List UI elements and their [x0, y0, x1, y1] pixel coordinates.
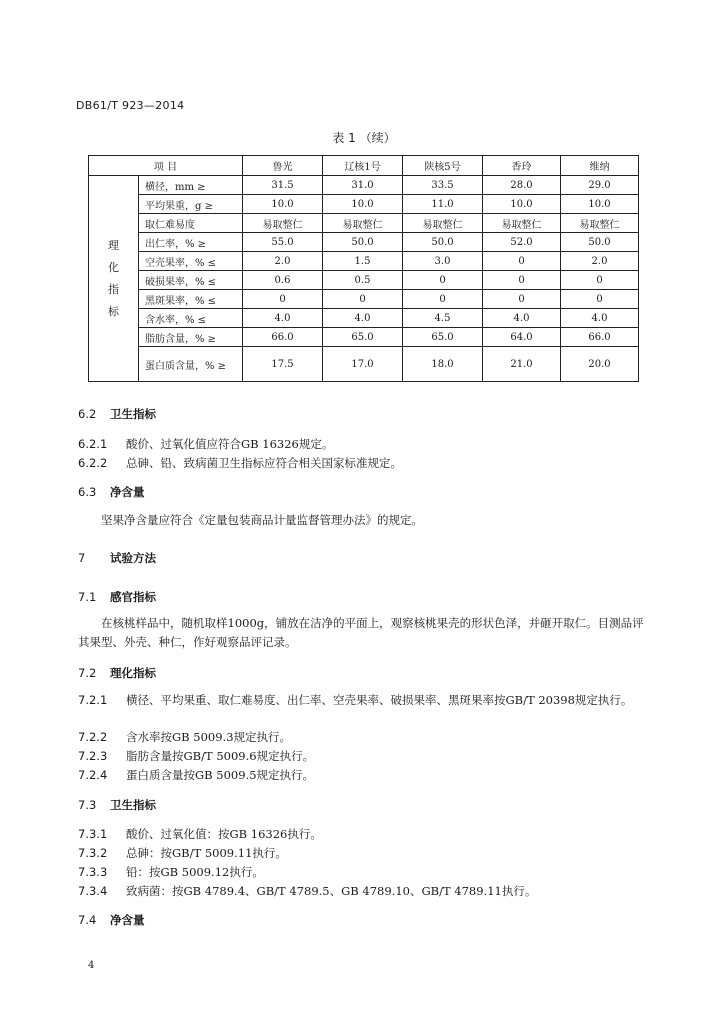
column-header: 香玲	[483, 156, 561, 176]
value-cell: 易取整仁	[561, 214, 639, 233]
item-cell: 空壳果率，% ≤	[139, 252, 243, 271]
clause-7-3-2: 7.3.2 总砷：按GB/T 5009.11执行。	[78, 846, 287, 860]
clause-7-3-3: 7.3.3 铅：按GB 5009.12执行。	[78, 865, 264, 879]
value-cell: 3.0	[403, 252, 483, 271]
value-cell: 21.0	[483, 347, 561, 382]
table-row	[89, 347, 639, 382]
document-id: DB61/T 923—2014	[76, 99, 185, 112]
clause-7-2-3: 7.2.3 脂肪含量按GB/T 5009.6规定执行。	[78, 749, 315, 763]
item-cell: 蛋白质含量，% ≥	[139, 347, 243, 382]
value-cell: 易取整仁	[243, 214, 323, 233]
value-cell: 2.0	[243, 252, 323, 271]
column-header: 陕核5号	[403, 156, 483, 176]
section-7-2: 7.2 理化指标	[78, 666, 156, 680]
value-cell: 0.5	[323, 271, 403, 290]
table-row	[89, 271, 639, 290]
value-cell: 33.5	[403, 176, 483, 195]
value-cell: 0	[403, 290, 483, 309]
value-cell: 2.0	[561, 252, 639, 271]
group-label-char: 指	[108, 282, 119, 296]
clause-7-2-4: 7.2.4 蛋白质含量按GB 5009.5规定执行。	[78, 768, 315, 782]
clause-6-2-2: 6.2.2 总砷、铅、致病菌卫生指标应符合相关国家标准规定。	[78, 456, 402, 470]
value-cell: 4.0	[323, 309, 403, 328]
clause-7-3-1: 7.3.1 酸价、过氧化值：按GB 16326执行。	[78, 827, 322, 841]
value-cell: 10.0	[323, 195, 403, 214]
table-header-row	[89, 156, 639, 176]
value-cell: 1.5	[323, 252, 403, 271]
value-cell: 0	[561, 271, 639, 290]
value-cell: 65.0	[403, 328, 483, 347]
value-cell: 0.6	[243, 271, 323, 290]
item-cell: 含水率，% ≤	[139, 309, 243, 328]
clause-7-2-1: 7.2.1 横径、平均果重、取仁难易度、出仁率、空壳果率、破损果率、黑斑果率按GB/T 20398规定执行。	[78, 693, 633, 707]
section-7-4: 7.4 净含量	[78, 913, 145, 927]
value-cell: 50.0	[561, 233, 639, 252]
value-cell: 易取整仁	[403, 214, 483, 233]
page-number: 4	[88, 960, 95, 971]
value-cell: 10.0	[561, 195, 639, 214]
value-cell: 31.0	[323, 176, 403, 195]
clause-6-2-1: 6.2.1 酸价、过氧化值应符合GB 16326规定。	[78, 437, 334, 451]
value-cell: 66.0	[561, 328, 639, 347]
group-label-cell	[89, 176, 139, 382]
value-cell: 11.0	[403, 195, 483, 214]
value-cell: 10.0	[483, 195, 561, 214]
value-cell: 0	[483, 271, 561, 290]
section-7: 7 试验方法	[78, 551, 156, 565]
value-cell: 50.0	[403, 233, 483, 252]
value-cell: 0	[483, 290, 561, 309]
section-7-3: 7.3 卫生指标	[78, 798, 156, 812]
item-cell: 横径，mm ≥	[139, 176, 243, 195]
group-label-char: 化	[108, 260, 119, 274]
section-7-1: 7.1 感官指标	[78, 590, 156, 604]
group-label-char: 理	[108, 238, 119, 252]
value-cell: 4.0	[483, 309, 561, 328]
value-cell: 28.0	[483, 176, 561, 195]
table-row	[89, 233, 639, 252]
spec-table	[88, 155, 639, 382]
item-cell: 黑斑果率，% ≤	[139, 290, 243, 309]
value-cell: 17.5	[243, 347, 323, 382]
value-cell: 4.5	[403, 309, 483, 328]
value-cell: 易取整仁	[483, 214, 561, 233]
table-row	[89, 290, 639, 309]
value-cell: 0	[323, 290, 403, 309]
item-cell: 取仁难易度	[139, 214, 243, 233]
value-cell: 20.0	[561, 347, 639, 382]
table-caption: 表 1 （续）	[332, 131, 396, 145]
group-label-char: 标	[108, 304, 119, 318]
value-cell: 50.0	[323, 233, 403, 252]
item-cell: 脂肪含量，% ≥	[139, 328, 243, 347]
value-cell: 65.0	[323, 328, 403, 347]
value-cell: 10.0	[243, 195, 323, 214]
value-cell: 0	[483, 252, 561, 271]
value-cell: 0	[403, 271, 483, 290]
table-row	[89, 309, 639, 328]
value-cell: 29.0	[561, 176, 639, 195]
table-row	[89, 195, 639, 214]
value-cell: 31.5	[243, 176, 323, 195]
value-cell: 17.0	[323, 347, 403, 382]
clause-7-3-4: 7.3.4 致病菌：按GB 4789.4、GB/T 4789.5、GB 4789.10、GB/T 4789.11执行。	[78, 884, 537, 898]
table-row	[89, 252, 639, 271]
value-cell: 52.0	[483, 233, 561, 252]
clause-7-2-2: 7.2.2 含水率按GB 5009.3规定执行。	[78, 730, 292, 744]
column-header: 辽核1号	[323, 156, 403, 176]
value-cell: 4.0	[243, 309, 323, 328]
section-6-2: 6.2 卫生指标	[78, 407, 156, 421]
paragraph-7-1: 在核桃样品中，随机取样1000g，铺放在洁净的平面上，观察核桃果壳的形状色泽，并砸开取仁。目测品评其果型、外壳、种仁，作好观察品评记录。	[78, 616, 644, 649]
value-cell: 66.0	[243, 328, 323, 347]
column-header: 鲁光	[243, 156, 323, 176]
value-cell: 易取整仁	[323, 214, 403, 233]
item-cell: 破损果率，% ≤	[139, 271, 243, 290]
column-header: 项 目	[89, 156, 243, 176]
value-cell: 4.0	[561, 309, 639, 328]
item-cell: 平均果重，g ≥	[139, 195, 243, 214]
value-cell: 0	[561, 290, 639, 309]
table-row	[89, 214, 639, 233]
value-cell: 18.0	[403, 347, 483, 382]
paragraph-6-3: 坚果净含量应符合《定量包装商品计量监督管理办法》的规定。	[101, 513, 423, 527]
value-cell: 55.0	[243, 233, 323, 252]
table-row	[89, 176, 639, 195]
value-cell: 0	[243, 290, 323, 309]
table-row	[89, 328, 639, 347]
column-header: 维纳	[561, 156, 639, 176]
item-cell: 出仁率，% ≥	[139, 233, 243, 252]
value-cell: 64.0	[483, 328, 561, 347]
section-6-3: 6.3 净含量	[78, 485, 145, 499]
